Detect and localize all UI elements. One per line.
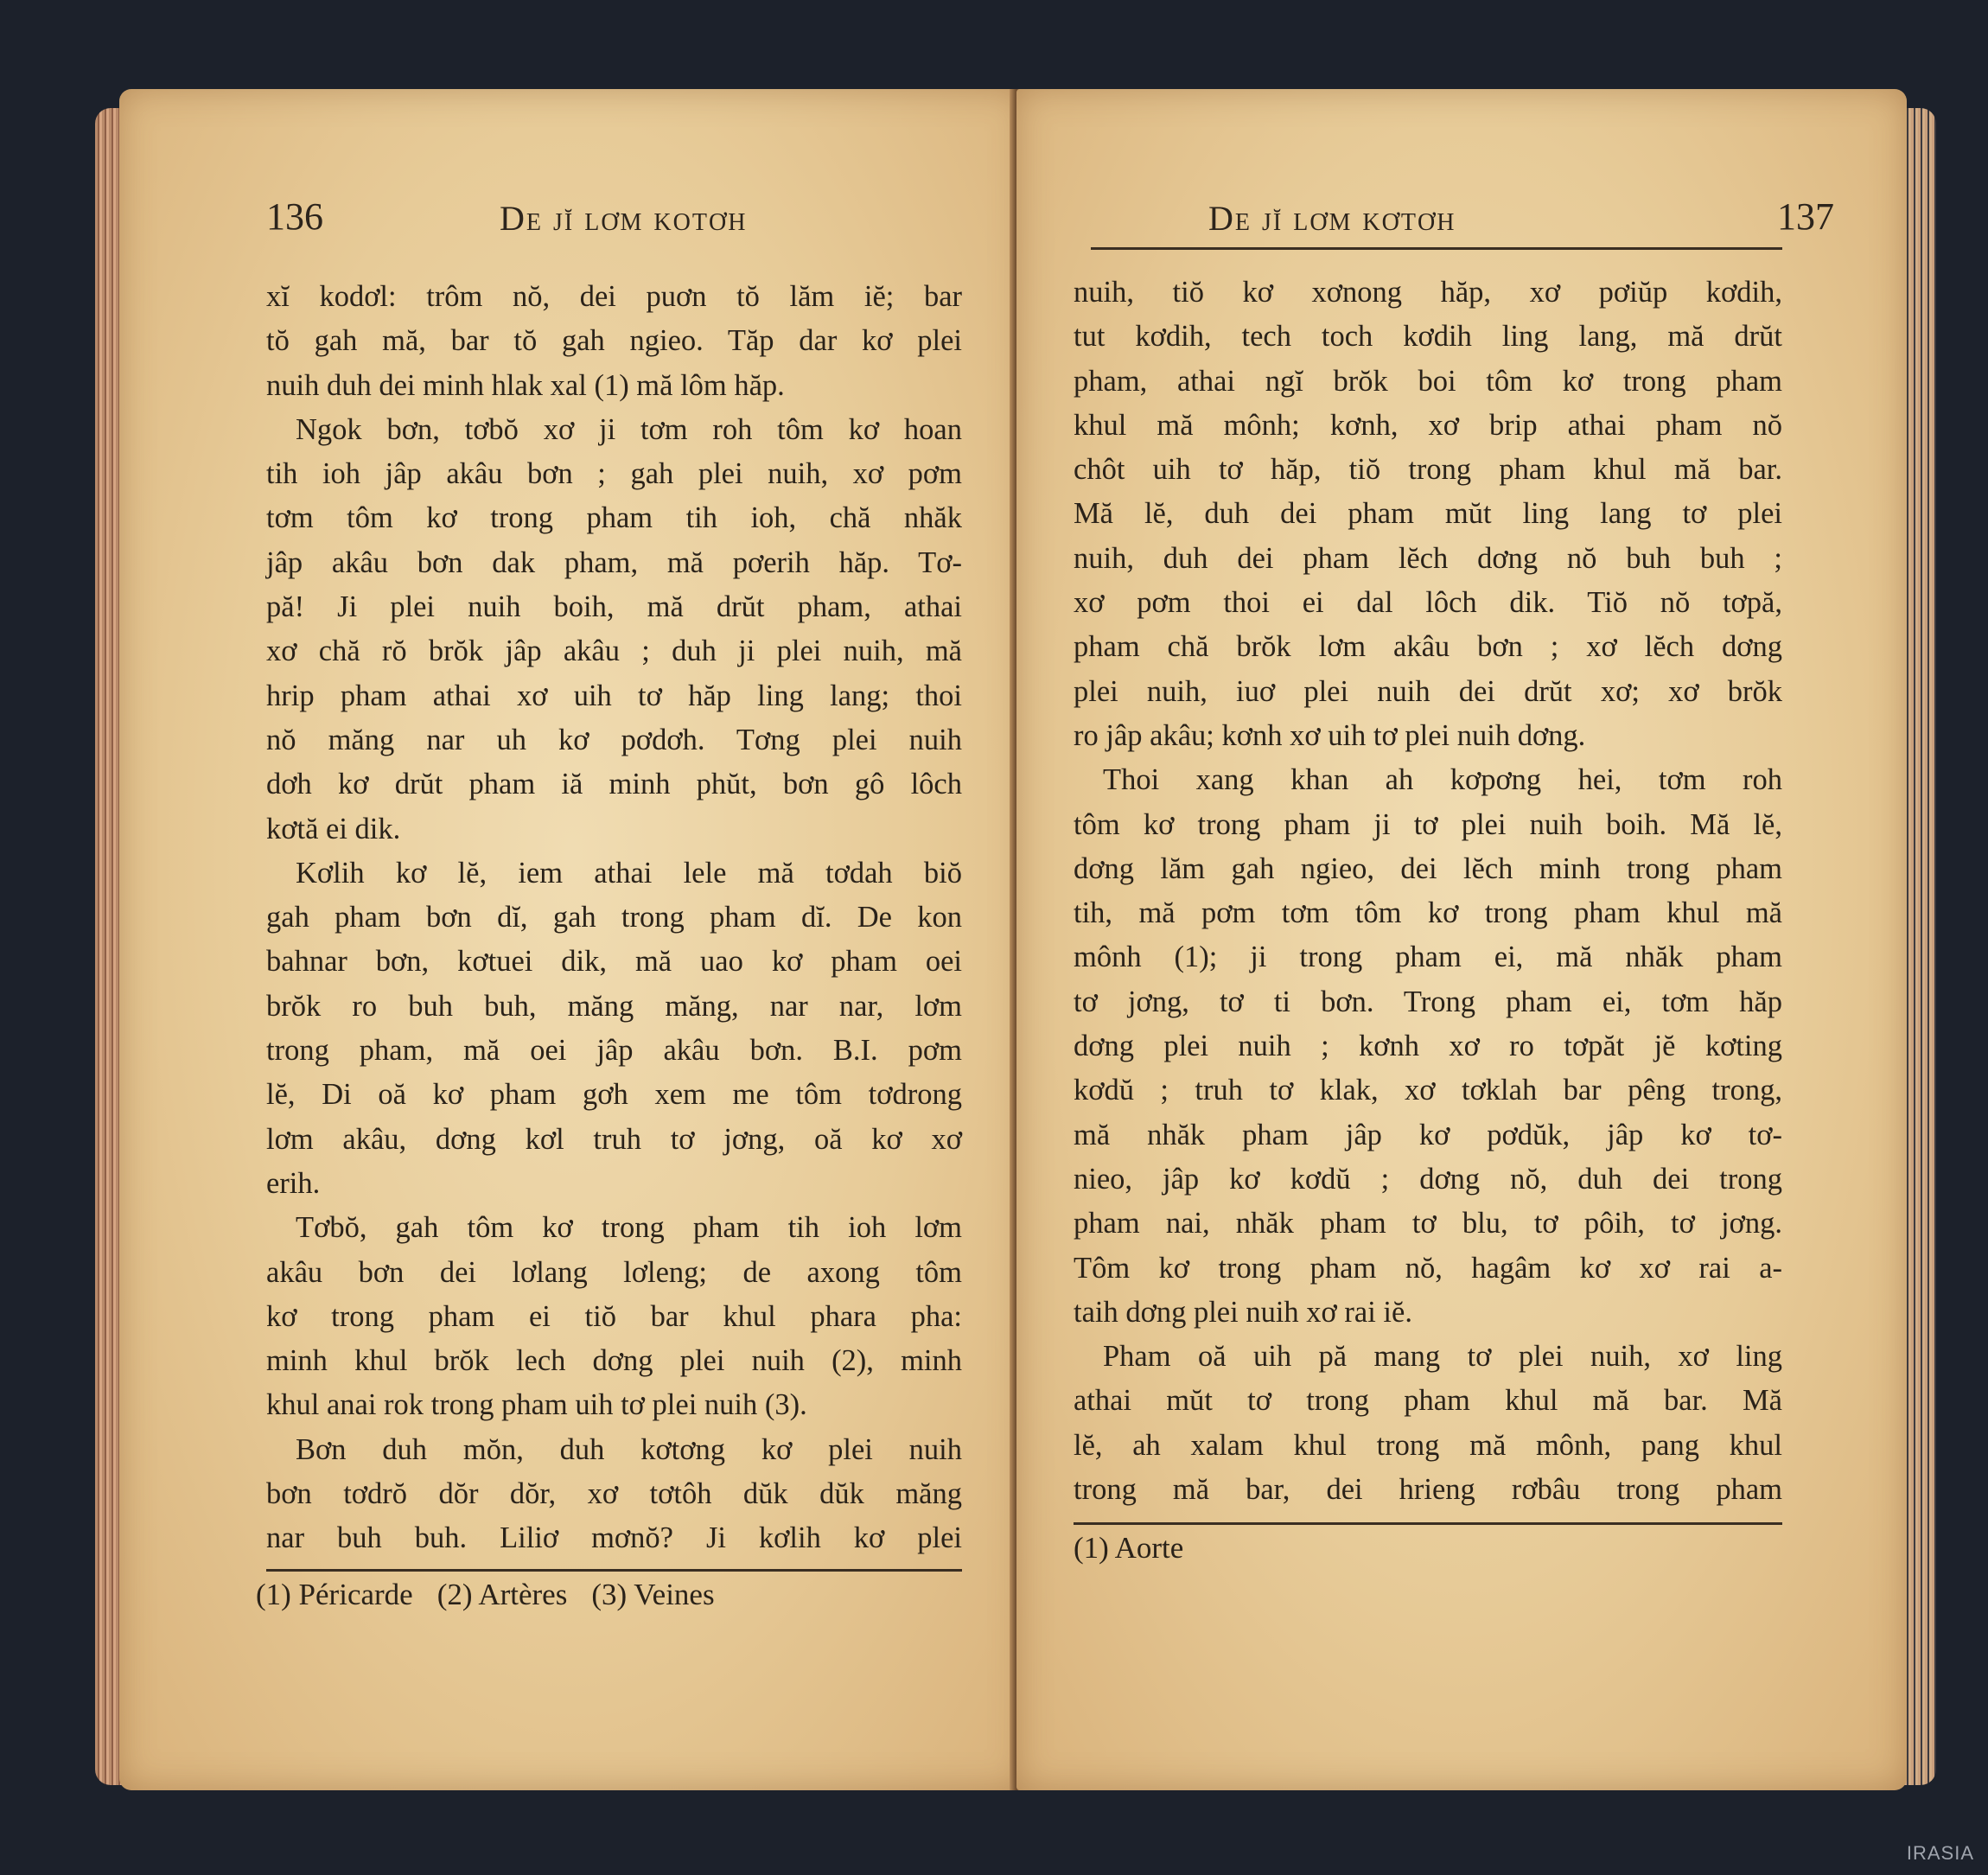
text-line: dơng plei nuih ; kơnh xơ ro tơpăt jĕ kơting — [1074, 1030, 1782, 1063]
text-line: nieo, jâp kơ kơdŭ ; dơng nŏ, duh dei trong — [1074, 1162, 1782, 1196]
text-line: trong mă bar, dei hrieng rơbâu trong pham — [1074, 1473, 1782, 1507]
text-line: xĭ kodơl: trôm nŏ, dei puơn tŏ lăm iĕ; bar — [266, 280, 962, 313]
footnote: (1) Aorte — [1074, 1531, 1184, 1565]
text-line: tih ioh jâp akâu bơn ; gah plei nuih, xơ pơm — [266, 457, 962, 491]
text-line: lĕ, Di oă kơ pham gơh xem me tôm tơdrong — [266, 1078, 962, 1112]
text-line: brŏk ro buh buh, măng măng, nar nar, lơm — [266, 989, 962, 1023]
text-line: hrip pham athai xơ uih tơ hăp ling lang; thoi — [266, 679, 962, 712]
text-line: bơn tơdrŏ dŏr dŏr, xơ tơtôh dŭk dŭk măng — [266, 1477, 962, 1511]
text-line: jâp akâu bơn dak pham, mă pơerih hăp. Tơ- — [266, 545, 962, 579]
text-line: kơtă ei dik. — [266, 812, 401, 845]
text-line: tŏ gah mă, bar tŏ gah ngieo. Tăp dar kơ plei — [266, 324, 962, 358]
open-book — [95, 82, 1936, 1802]
text-line: minh khul brŏk lech dơng plei nuih (2), minh — [266, 1344, 962, 1378]
text-line: pham chă brŏk lơm akâu bơn ; xơ lĕch dơng — [1074, 630, 1782, 664]
footnote: (1) Péricarde — [256, 1578, 413, 1611]
text-line: mă nhăk pham jâp kơ pơdŭk, jâp kơ tơ- — [1074, 1118, 1782, 1151]
text-line: akâu bơn dei lơlang lơleng; de axong tôm — [266, 1255, 962, 1289]
right-running-head: De jĭ lơm kơtơh — [1208, 199, 1456, 238]
footnote: (2) Artères — [436, 1578, 568, 1611]
left-footnotes — [256, 1578, 739, 1612]
left-footnote-rule — [266, 1569, 962, 1572]
right-footnotes — [1074, 1531, 1207, 1566]
left-page-text — [266, 275, 962, 1561]
text-line: nuih duh dei minh hlak xal (1) mă lôm hăp. — [266, 368, 785, 402]
text-line: nar buh buh. Liliơ mơnŏ? Ji kơlih kơ plei — [266, 1521, 962, 1555]
text-line: xơ chă rŏ brŏk jâp akâu ; duh ji plei nuih, mă — [266, 635, 962, 668]
text-line: khul anai rok trong pham uih tơ plei nuih (3). — [266, 1388, 807, 1422]
text-line: Bơn duh mŏn, duh kơtơng kơ plei nuih — [296, 1432, 962, 1466]
right-footnote-rule — [1074, 1522, 1782, 1525]
right-page-text — [1074, 271, 1782, 1512]
text-line: trong pham, mă oei jâp akâu bơn. B.I. pơm — [266, 1034, 962, 1068]
right-header-rule — [1091, 247, 1782, 250]
text-line: Pham oă uih pă mang tơ plei nuih, xơ ling — [1103, 1340, 1782, 1374]
text-line: lơm akâu, dơng kơl truh tơ jơng, oă kơ xơ — [266, 1122, 962, 1156]
text-line: pham nai, nhăk pham tơ blu, tơ pôih, tơ jơng. — [1074, 1207, 1782, 1240]
footnote: (3) Veines — [591, 1578, 715, 1611]
text-line: lĕ, ah xalam khul trong mă mônh, pang khul — [1074, 1428, 1782, 1462]
watermark: IRASIA — [1906, 1842, 1974, 1864]
text-line: mônh (1); ji trong pham ei, mă nhăk pham — [1074, 941, 1782, 974]
right-page — [1016, 89, 1907, 1790]
text-line: plei nuih, iuơ plei nuih dei drŭt xơ; xơ brŏk — [1074, 674, 1782, 708]
text-line: nuih, tiŏ kơ xơnong hăp, xơ pơiŭp kơdih, — [1074, 276, 1782, 309]
text-line: tôm kơ trong pham ji tơ plei nuih boih. Mă lĕ, — [1074, 807, 1782, 841]
text-line: dơh kơ drŭt pham iă minh phŭt, bơn gô lôch — [266, 768, 962, 801]
text-line: athai mŭt tơ trong pham khul mă bar. Mă — [1074, 1384, 1782, 1418]
text-line: pham, athai ngĭ brŏk boi tôm kơ trong pham — [1074, 364, 1782, 398]
right-page-number: 137 — [1777, 195, 1834, 238]
text-line: bahnar bơn, kơtuei dik, mă uao kơ pham oei — [266, 945, 962, 979]
left-running-head: De jĭ lơm kotơh — [500, 199, 748, 238]
text-line: chôt uih tơ hăp, tiŏ trong pham khul mă bar. — [1074, 453, 1782, 487]
right-page-header — [1016, 195, 1907, 246]
text-line: gah pham bơn dĭ, gah trong pham dĭ. De kon — [266, 901, 962, 934]
text-line: xơ pơm thoi ei dal lôch dik. Tiŏ nŏ tơpă, — [1074, 586, 1782, 620]
left-page-number: 136 — [266, 195, 323, 238]
left-page — [119, 89, 1025, 1790]
text-line: kơ trong pham ei tiŏ bar khul phara pha: — [266, 1299, 962, 1333]
text-line: pă! Ji plei nuih boih, mă drŭt pham, athai — [266, 590, 962, 624]
left-page-header — [119, 195, 1025, 246]
text-line: Thoi xang khan ah kơpơng hei, tơm roh — [1103, 763, 1782, 797]
text-line: khul mă mônh; kơnh, xơ brip athai pham nŏ — [1074, 408, 1782, 442]
text-line: tut kơdih, tech toch kơdih ling lang, mă drŭt — [1074, 320, 1782, 354]
text-line: dơng lăm gah ngieo, dei lĕch minh trong pham — [1074, 851, 1782, 885]
text-line: Kơlih kơ lĕ, iem athai lele mă tơdah biŏ — [296, 856, 962, 890]
text-line: nuih, duh dei pham lĕch dơng nŏ buh buh ; — [1074, 541, 1782, 575]
text-line: nŏ măng nar uh kơ pơdơh. Tơng plei nuih — [266, 723, 962, 756]
text-line: ro jâp akâu; kơnh xơ uih tơ plei nuih dơng. — [1074, 718, 1586, 752]
text-line: erih. — [266, 1166, 321, 1200]
text-line: Tôm kơ trong pham nŏ, hagâm kơ xơ rai a- — [1074, 1251, 1782, 1285]
text-line: tih, mă pơm tơm tôm kơ trong pham khul mă — [1074, 896, 1782, 930]
text-line: kơdŭ ; truh tơ klak, xơ tơklah bar pêng trong, — [1074, 1074, 1782, 1107]
text-line: tơ jơng, tơ ti bơn. Trong pham ei, tơm hăp — [1074, 985, 1782, 1018]
text-line: taih dơng plei nuih xơ rai iĕ. — [1074, 1295, 1412, 1329]
text-line: tơm tôm kơ trong pham tih ioh, chă nhăk — [266, 501, 962, 535]
text-line: Tơbŏ, gah tôm kơ trong pham tih ioh lơm — [296, 1211, 962, 1245]
text-line: Mă lĕ, duh dei pham mŭt ling lang tơ plei — [1074, 497, 1782, 531]
text-line: Ngok bơn, tơbŏ xơ ji tơm roh tôm kơ hoan — [296, 412, 962, 446]
